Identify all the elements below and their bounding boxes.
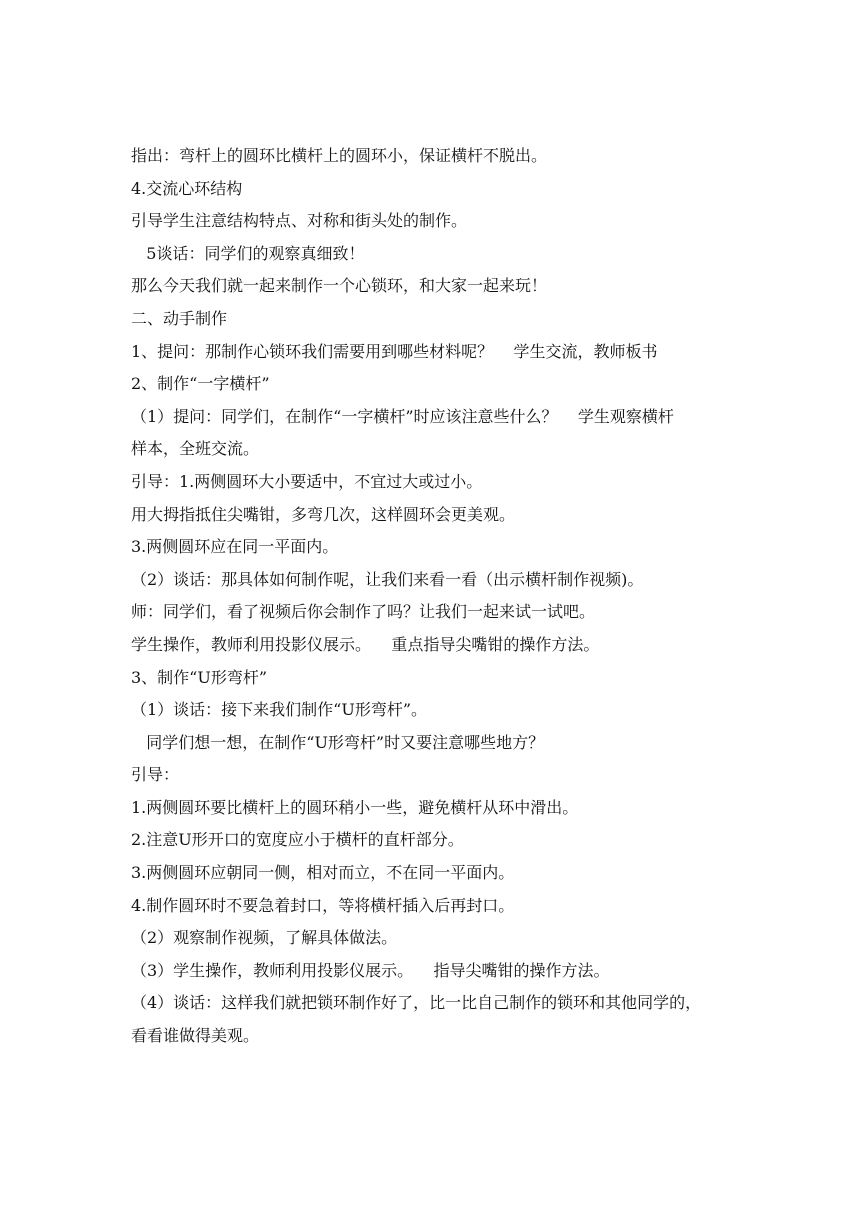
text-line: （4）谈话：这样我们就把锁环制作好了，比一比自己制作的锁环和其他同学的， [131,993,702,1013]
subsection-heading: 3、制作“U形弯杆” [131,667,268,687]
text-line: 样本，全班交流。 [131,439,260,459]
text-line: 1、提问：那制作心锁环我们需要用到哪些材料呢？ 学生交流，教师板书 [131,341,658,361]
text-line: 4.制作圆环时不要急着封口，等将横杆插入后再封口。 [131,895,515,915]
text-line: （2）观察制作视频，了解具体做法。 [131,928,398,948]
text-line: （2）谈话：那具体如何制作呢，让我们来看一看（出示横杆制作视频)。 [131,569,644,589]
document-body [131,140,741,1053]
text-line: 引导学生注意结构特点、对称和街头处的制作。 [131,211,468,231]
text-line: 3.两侧圆环应在同一平面内。 [131,537,339,557]
text-line: 5谈话：同学们的观察真细致！ [131,243,365,263]
section-heading: 二、动手制作 [131,308,228,328]
text-line: （1）提问：同学们，在制作“一字横杆”时应该注意些什么？ 学生观察横杆 [131,406,674,426]
subsection-heading: 2、制作“一字横杆” [131,374,270,394]
text-line: 3.两侧圆环应朝同一侧，相对而立，不在同一平面内。 [131,863,515,883]
text-line: 4.交流心环结构 [131,178,243,198]
text-line: 同学们想一想，在制作“U形弯杆”时又要注意哪些地方？ [131,732,545,752]
text-line: （1）谈话：接下来我们制作“U形弯杆”。 [131,700,428,720]
text-line: 看看谁做得美观。 [131,1026,260,1046]
text-line: 师：同学们，看了视频后你会制作了吗？让我们一起来试一试吧。 [131,602,596,622]
text-line: 指出：弯杆上的圆环比横杆上的圆环小，保证横杆不脱出。 [131,146,548,165]
text-line: 引导：1.两侧圆环大小要适中，不宜过大或过小。 [131,471,483,491]
text-line: 引导： [131,765,180,785]
text-line: 用大拇指抵住尖嘴钳，多弯几次，这样圆环会更美观。 [131,504,516,524]
text-line: 2.注意U形开口的宽度应小于横杆的直杆部分。 [131,830,464,850]
text-line: 那么今天我们就一起来制作一个心锁环，和大家一起来玩！ [131,276,548,296]
text-line: 1.两侧圆环要比横杆上的圆环稍小一些，避免横杆从环中滑出。 [131,797,579,817]
text-line: （3）学生操作，教师利用投影仪展示。 指导尖嘴钳的操作方法。 [131,960,610,980]
text-line: 学生操作，教师利用投影仪展示。 重点指导尖嘴钳的操作方法。 [131,634,600,654]
